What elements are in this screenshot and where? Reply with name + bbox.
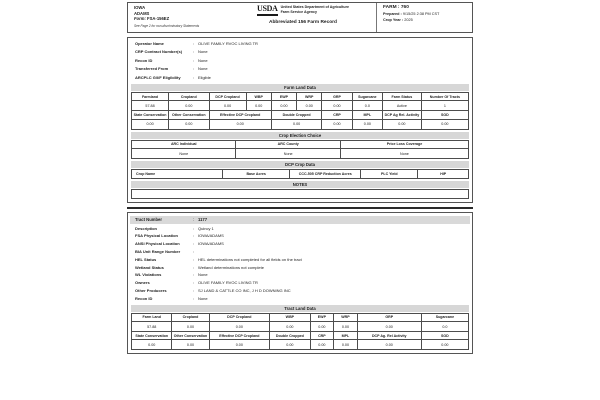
tract-number-value: 1177 (198, 216, 208, 222)
cell-value: 0.00 (209, 322, 270, 332)
nondiscrimination-note: See Page 2 for non-discriminatory Statements (134, 23, 200, 28)
farm-number: 760 (400, 5, 409, 10)
col-header: Number Of Tracts (421, 93, 468, 101)
col-header: Base Acres (222, 170, 289, 178)
table-header-row (132, 332, 469, 340)
tract-row: Wetland Status : Wetland determinations not complete (128, 264, 472, 272)
cell-value: 0.0 (421, 322, 468, 332)
cell-value: 1 (421, 101, 468, 111)
field-value: None (198, 295, 208, 301)
operator-row: Transferred From : None (128, 65, 472, 73)
col-header: Other Conservation (169, 111, 209, 119)
cell-value: 0.00 (322, 119, 352, 129)
cell-value: None (132, 149, 236, 159)
cell-value: 0.00 (169, 119, 209, 129)
col-header: MPL (334, 332, 358, 340)
col-header: PLC Yield (361, 170, 418, 178)
field-value: None (198, 57, 208, 63)
section-title-crop-election: Crop Election Choice (131, 132, 469, 139)
form-label: Form: (134, 16, 146, 22)
field-label: Transferred From (135, 66, 169, 72)
tract-row: ANSI Physical Location : IOWA/ADAMS (128, 240, 472, 248)
field-value: OLIVE FAMILY RVOC LIVING TR (198, 41, 258, 46)
col-header: Price Loss Coverage (340, 140, 468, 148)
table-value-row (132, 340, 469, 350)
tract-row: BIA Unit Range Number : (128, 248, 472, 256)
prepared-label: Prepared : (383, 12, 402, 16)
cell-value: 0.00 (246, 101, 271, 111)
field-label: Wetland Status (135, 264, 164, 270)
col-header: HIP (418, 170, 469, 178)
field-value (198, 248, 472, 256)
form-number-line (134, 16, 230, 22)
section-title-dcp-crop-data: DCP Crop Data (131, 161, 469, 168)
section-title-tract-land-data: Tract Land Data (131, 305, 469, 312)
col-header: Sugarcane (421, 313, 468, 321)
field-value: HEL determinations not completed for all fields on the tract (198, 256, 302, 262)
tract-section (127, 212, 473, 355)
col-header: DCP Ag. Rel Activity (357, 332, 421, 340)
field-label: WL Violations (135, 272, 162, 278)
col-header: Double Cropped (271, 111, 322, 119)
col-header: SOD (421, 111, 468, 119)
cell-value: 0.00 (209, 340, 270, 350)
cell-value: None (236, 149, 340, 159)
cell-value: 0.00 (357, 322, 421, 332)
field-label: ANSI Physical Location (135, 241, 180, 247)
field-label: Owners (135, 280, 150, 286)
cell-value: 0.00 (383, 119, 422, 129)
tract-row: HEL Status : HEL determinations not completed for all fields on the tract (128, 256, 472, 264)
prepared-value: 9/15/25 2:38 PM CST (402, 12, 440, 16)
dept-line1: United States Department of Agriculture (280, 5, 349, 9)
notes-box (131, 189, 469, 199)
col-header: CRP (310, 332, 334, 340)
col-header: Other Conservation (172, 332, 209, 340)
cell-value: 0.00 (271, 119, 322, 129)
col-header: Cropland (172, 313, 209, 321)
tract-row: Owners : OLIVE FAMILY RVOC LIVING TR (128, 279, 472, 287)
usda-logo: USDA (257, 5, 278, 16)
col-header: Farm Status (383, 93, 422, 101)
cell-value: 0.00 (421, 119, 468, 129)
farm-record-page (127, 0, 473, 400)
cell-value: 0.00 (297, 101, 322, 111)
cell-value: None (340, 149, 468, 159)
form-header-center (230, 3, 376, 32)
col-header: WBP (246, 93, 271, 101)
field-label: Recon ID (135, 295, 153, 301)
col-header: ARC Individual (132, 140, 236, 148)
col-header: CRP (322, 111, 352, 119)
cell-value: 0.00 (172, 340, 209, 350)
form-header-left (128, 3, 230, 32)
col-header: ARC County (236, 140, 340, 148)
field-value: Eligible (198, 74, 211, 80)
col-header: SOD (421, 332, 468, 340)
field-value: SJ LAND & CATTLE CO INC, J H D DOWNING INC (198, 288, 291, 294)
field-value: None (198, 49, 208, 55)
crop-election-table (131, 140, 469, 159)
farm-label: FARM : (383, 5, 400, 10)
table-header-row (132, 93, 469, 101)
col-header: Crop Name (132, 170, 223, 178)
col-header: DCP Cropland (209, 93, 246, 101)
field-label: HEL Status (135, 256, 157, 262)
col-header: WRP (334, 313, 358, 321)
cell-value: 0.0 (352, 101, 382, 111)
col-header: Sugarcane (352, 93, 382, 101)
cell-value: 0.00 (209, 119, 271, 129)
crop-year-line (383, 17, 472, 23)
cell-value: 0.00 (352, 119, 382, 129)
field-value: OLIVE FAMILY RVOC LIVING TR (198, 280, 258, 286)
col-header: WRP (297, 93, 322, 101)
table-header-row (132, 111, 469, 119)
field-label: Operator Name (135, 41, 164, 46)
field-label: ARCPLC G/I/F Eligibility (135, 74, 181, 80)
tract-row: Description : Quincy 1 (128, 225, 472, 233)
dcp-crop-table (131, 169, 469, 178)
cell-value: 0.00 (271, 101, 296, 111)
field-label: Description (135, 225, 158, 231)
field-label: Other Producers (135, 288, 167, 294)
form-header (127, 2, 473, 33)
cell-value: 0.00 (310, 322, 334, 332)
field-label: CRP Contract Number(s) (135, 49, 183, 55)
cell-value: 0.00 (132, 340, 172, 350)
col-header: State Conservation (132, 332, 172, 340)
field-label: FSA Physical Location (135, 233, 178, 239)
tract-land-table (131, 313, 469, 351)
col-header: GRP (322, 93, 352, 101)
col-header: Effective DCP Cropland (209, 111, 271, 119)
field-value: IOWA/ADAMS (198, 233, 224, 239)
table-value-row (132, 119, 469, 129)
cell-value: 0.00 (421, 340, 468, 350)
col-header: State Conservation (132, 111, 169, 119)
cell-value: 0.00 (169, 101, 209, 111)
crop-year-value: 2025 (404, 18, 413, 23)
tract-row: WL Violations : None (128, 271, 472, 279)
table-header-row (132, 140, 469, 148)
cell-value: 57.88 (132, 322, 172, 332)
form-number: FSA-156EZ (147, 16, 170, 22)
operator-row: Recon ID : None (128, 57, 472, 65)
col-header: WBP (270, 313, 310, 321)
col-header: EWP (271, 93, 296, 101)
tract-row: Other Producers : SJ LAND & CATTLE CO INC, J H D DOWNING INC (128, 287, 472, 295)
col-header: CCC-505 CRP Reduction Acres (290, 170, 361, 178)
field-label: Recon ID (135, 57, 153, 63)
form-header-right (376, 3, 472, 32)
tract-row: FSA Physical Location : IOWA/ADAMS (128, 232, 472, 240)
cell-value: 0.00 (209, 101, 246, 111)
operator-row: Operator Name : OLIVE FAMILY RVOC LIVING TR (128, 40, 472, 48)
cell-value: 57.88 (132, 101, 169, 111)
col-header: Farm Land (132, 313, 172, 321)
table-value-row (132, 101, 469, 111)
farm-land-table (131, 92, 469, 130)
agency-name (281, 5, 349, 14)
agency-row (230, 5, 376, 16)
field-label: BIA Unit Range Number (135, 249, 181, 255)
table-header-row (132, 170, 469, 178)
crop-year-label: Crop Year : (383, 18, 404, 23)
state-name: IOWA (134, 5, 146, 10)
operator-row: ARCPLC G/I/F Eligibility : Eligible (128, 74, 472, 82)
table-value-row (132, 149, 469, 159)
cell-value: 0.00 (334, 322, 358, 332)
section-title-notes: NOTES (131, 181, 469, 188)
cell-value: 0.00 (132, 119, 169, 129)
document-title: Abbreviated 156 Farm Record (269, 19, 337, 25)
tract-number-row: Tract Number : 1177 (130, 216, 470, 224)
cell-value: 0.00 (310, 340, 334, 350)
dept-line2: Farm Service Agency (280, 9, 318, 14)
col-header: EWP (310, 313, 334, 321)
farm-section (127, 37, 473, 203)
field-value: IOWA/ADAMS (198, 241, 224, 247)
cell-value: 0.00 (270, 322, 310, 332)
county-name: ADAMS (134, 10, 150, 16)
table-header-row (132, 313, 469, 321)
table-value-row (132, 322, 469, 332)
section-title-farm-land-data: Farm Land Data (131, 84, 469, 91)
field-value: Quincy 1 (198, 225, 214, 231)
cell-value: 0.00 (357, 340, 421, 350)
col-header: Farmland (132, 93, 169, 101)
col-header: MPL (352, 111, 382, 119)
operator-row: CRP Contract Number(s) : None (128, 48, 472, 56)
col-header: DCP Cropland (209, 313, 270, 321)
cell-value: 0.00 (334, 340, 358, 350)
field-label: Tract Number (135, 216, 162, 222)
col-header: Cropland (169, 93, 209, 101)
col-header: Effective DCP Cropland (209, 332, 270, 340)
section-divider (127, 207, 473, 209)
cell-value: 0.00 (322, 101, 352, 111)
field-value: Wetland determinations not complete (198, 264, 264, 270)
col-header: GRP (357, 313, 421, 321)
cell-value: Active (383, 101, 422, 111)
col-header: DCP Ag Rel. Activity (383, 111, 422, 119)
cell-value: 0.00 (172, 322, 209, 332)
col-header: Double Cropped (270, 332, 310, 340)
field-value: None (198, 272, 208, 278)
field-value: None (198, 66, 208, 72)
tract-row: Recon ID : None (128, 295, 472, 303)
cell-value: 0.00 (270, 340, 310, 350)
